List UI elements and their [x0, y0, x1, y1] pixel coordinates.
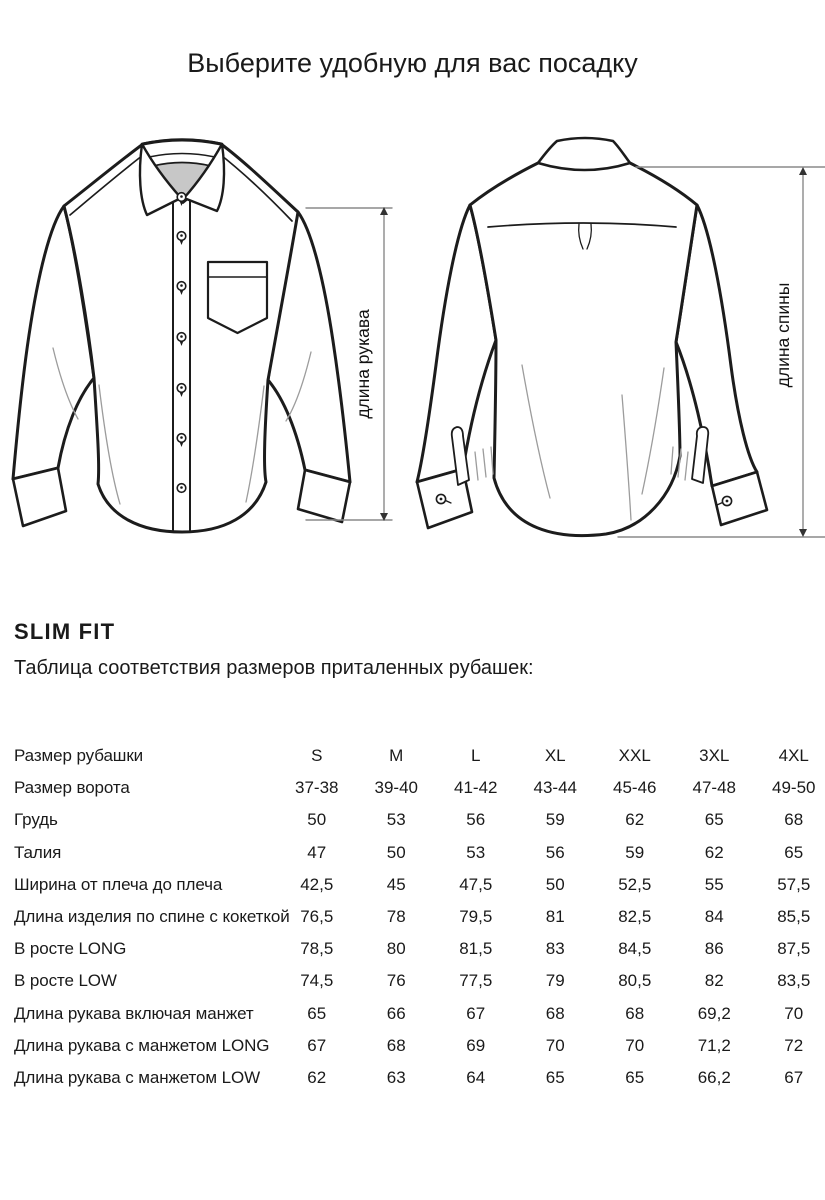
size-cell: 43-44	[533, 778, 577, 798]
arrow-down-icon	[799, 529, 807, 537]
size-cell: 63	[386, 1067, 406, 1087]
back-collar	[538, 138, 630, 170]
size-cell: 67	[466, 1003, 486, 1023]
size-cell: 49-50	[772, 778, 816, 798]
size-cell: L	[471, 746, 481, 766]
size-table-row	[0, 772, 825, 804]
size-cell: 78	[386, 907, 406, 927]
row-label: Размер рубашки	[14, 746, 144, 766]
row-label: Ширина от плеча до плеча	[14, 874, 223, 894]
size-cell: 4XL	[778, 746, 809, 766]
size-cell: 83	[545, 939, 565, 959]
size-cell: 86	[704, 939, 724, 959]
size-cell: 50	[386, 842, 406, 862]
size-cell: 59	[625, 842, 645, 862]
size-cell: 67	[784, 1067, 804, 1087]
size-cell: 45	[386, 874, 406, 894]
size-cell: S	[311, 746, 323, 766]
size-cell: 82,5	[618, 907, 652, 927]
size-cell: 53	[466, 842, 486, 862]
size-cell: 52,5	[618, 874, 652, 894]
size-cell: 70	[625, 1035, 645, 1055]
size-cell: M	[389, 746, 404, 766]
size-cell: 78,5	[300, 939, 334, 959]
size-table-row	[0, 933, 825, 965]
size-cell: XL	[544, 746, 566, 766]
size-table	[0, 740, 825, 1094]
size-cell: 72	[784, 1035, 804, 1055]
shirt-diagrams	[0, 130, 825, 570]
size-cell: 66	[386, 1003, 406, 1023]
size-table-row	[0, 869, 825, 901]
size-cell: 71,2	[697, 1035, 731, 1055]
size-cell: 84	[704, 907, 724, 927]
size-table-row	[0, 804, 825, 836]
size-cell: 37-38	[295, 778, 339, 798]
row-label: Длина рукава с манжетом LONG	[14, 1035, 270, 1055]
size-table-header-row	[0, 740, 825, 772]
size-cell: 81	[545, 907, 565, 927]
row-label: Размер ворота	[14, 778, 130, 798]
row-label: Длина изделия по спине с кокеткой	[14, 907, 290, 927]
row-label: В росте LOW	[14, 971, 117, 991]
size-cell: 65	[625, 1067, 645, 1087]
row-label: Длина рукава включая манжет	[14, 1003, 254, 1023]
size-cell: 81,5	[459, 939, 493, 959]
row-label: Талия	[14, 842, 62, 862]
page-title: Выберите удобную для вас посадку	[187, 48, 638, 78]
size-cell: 84,5	[618, 939, 652, 959]
size-table-row	[0, 965, 825, 997]
size-cell: 68	[784, 810, 804, 830]
size-cell: 76	[386, 971, 406, 991]
size-cell: 69	[466, 1035, 486, 1055]
size-cell: 57,5	[777, 874, 811, 894]
size-cell: 70	[784, 1003, 804, 1023]
sleeve-length-label: длина рукава	[353, 309, 373, 419]
size-cell: 47,5	[459, 874, 493, 894]
size-table-row	[0, 901, 825, 933]
size-cell: 68	[386, 1035, 406, 1055]
table-caption: Таблица соответствия размеров приталенных рубашек:	[14, 657, 534, 679]
size-table-row	[0, 1062, 825, 1094]
arrow-up-icon	[799, 167, 807, 175]
size-cell: 68	[625, 1003, 645, 1023]
size-cell: 50	[545, 874, 565, 894]
size-cell: 59	[545, 810, 565, 830]
row-label: Длина рукава с манжетом LOW	[14, 1067, 261, 1087]
size-table-row	[0, 837, 825, 869]
size-cell: 76,5	[300, 907, 334, 927]
size-cell: 82	[704, 971, 724, 991]
size-cell: 55	[704, 874, 724, 894]
size-cell: 53	[386, 810, 406, 830]
size-cell: 56	[466, 810, 486, 830]
size-cell: 85,5	[777, 907, 811, 927]
shirt-back-drawing	[412, 130, 825, 570]
back-length-label: длина спины	[773, 282, 793, 388]
size-cell: 80,5	[618, 971, 652, 991]
size-cell: 66,2	[697, 1067, 731, 1087]
size-cell: XXL	[618, 746, 651, 766]
size-cell: 83,5	[777, 971, 811, 991]
back-body	[470, 163, 697, 536]
size-cell: 80	[386, 939, 406, 959]
size-cell: 41-42	[454, 778, 498, 798]
size-cell: 65	[545, 1067, 565, 1087]
size-cell: 65	[307, 1003, 327, 1023]
size-cell: 39-40	[374, 778, 418, 798]
size-cell: 65	[704, 810, 724, 830]
size-cell: 47	[307, 842, 327, 862]
size-cell: 47-48	[692, 778, 736, 798]
size-cell: 68	[545, 1003, 565, 1023]
size-cell: 87,5	[777, 939, 811, 959]
size-table-row	[0, 1030, 825, 1062]
size-cell: 50	[307, 810, 327, 830]
front-chest-pocket	[208, 262, 267, 333]
size-cell: 3XL	[699, 746, 730, 766]
row-label: Грудь	[14, 810, 58, 830]
size-cell: 42,5	[300, 874, 334, 894]
size-table-row	[0, 998, 825, 1030]
size-cell: 69,2	[697, 1003, 731, 1023]
size-cell: 79,5	[459, 907, 493, 927]
size-cell: 62	[307, 1067, 327, 1087]
size-cell: 56	[545, 842, 565, 862]
size-cell: 67	[307, 1035, 327, 1055]
row-label: В росте LONG	[14, 939, 127, 959]
fit-heading: SLIM FIT	[14, 619, 116, 644]
size-cell: 65	[784, 842, 804, 862]
size-cell: 62	[625, 810, 645, 830]
size-cell: 70	[545, 1035, 565, 1055]
size-cell: 45-46	[613, 778, 657, 798]
size-cell: 64	[466, 1067, 486, 1087]
size-cell: 77,5	[459, 971, 493, 991]
size-cell: 62	[704, 842, 724, 862]
size-cell: 79	[545, 971, 565, 991]
size-cell: 74,5	[300, 971, 334, 991]
shirt-front-drawing	[0, 130, 400, 570]
